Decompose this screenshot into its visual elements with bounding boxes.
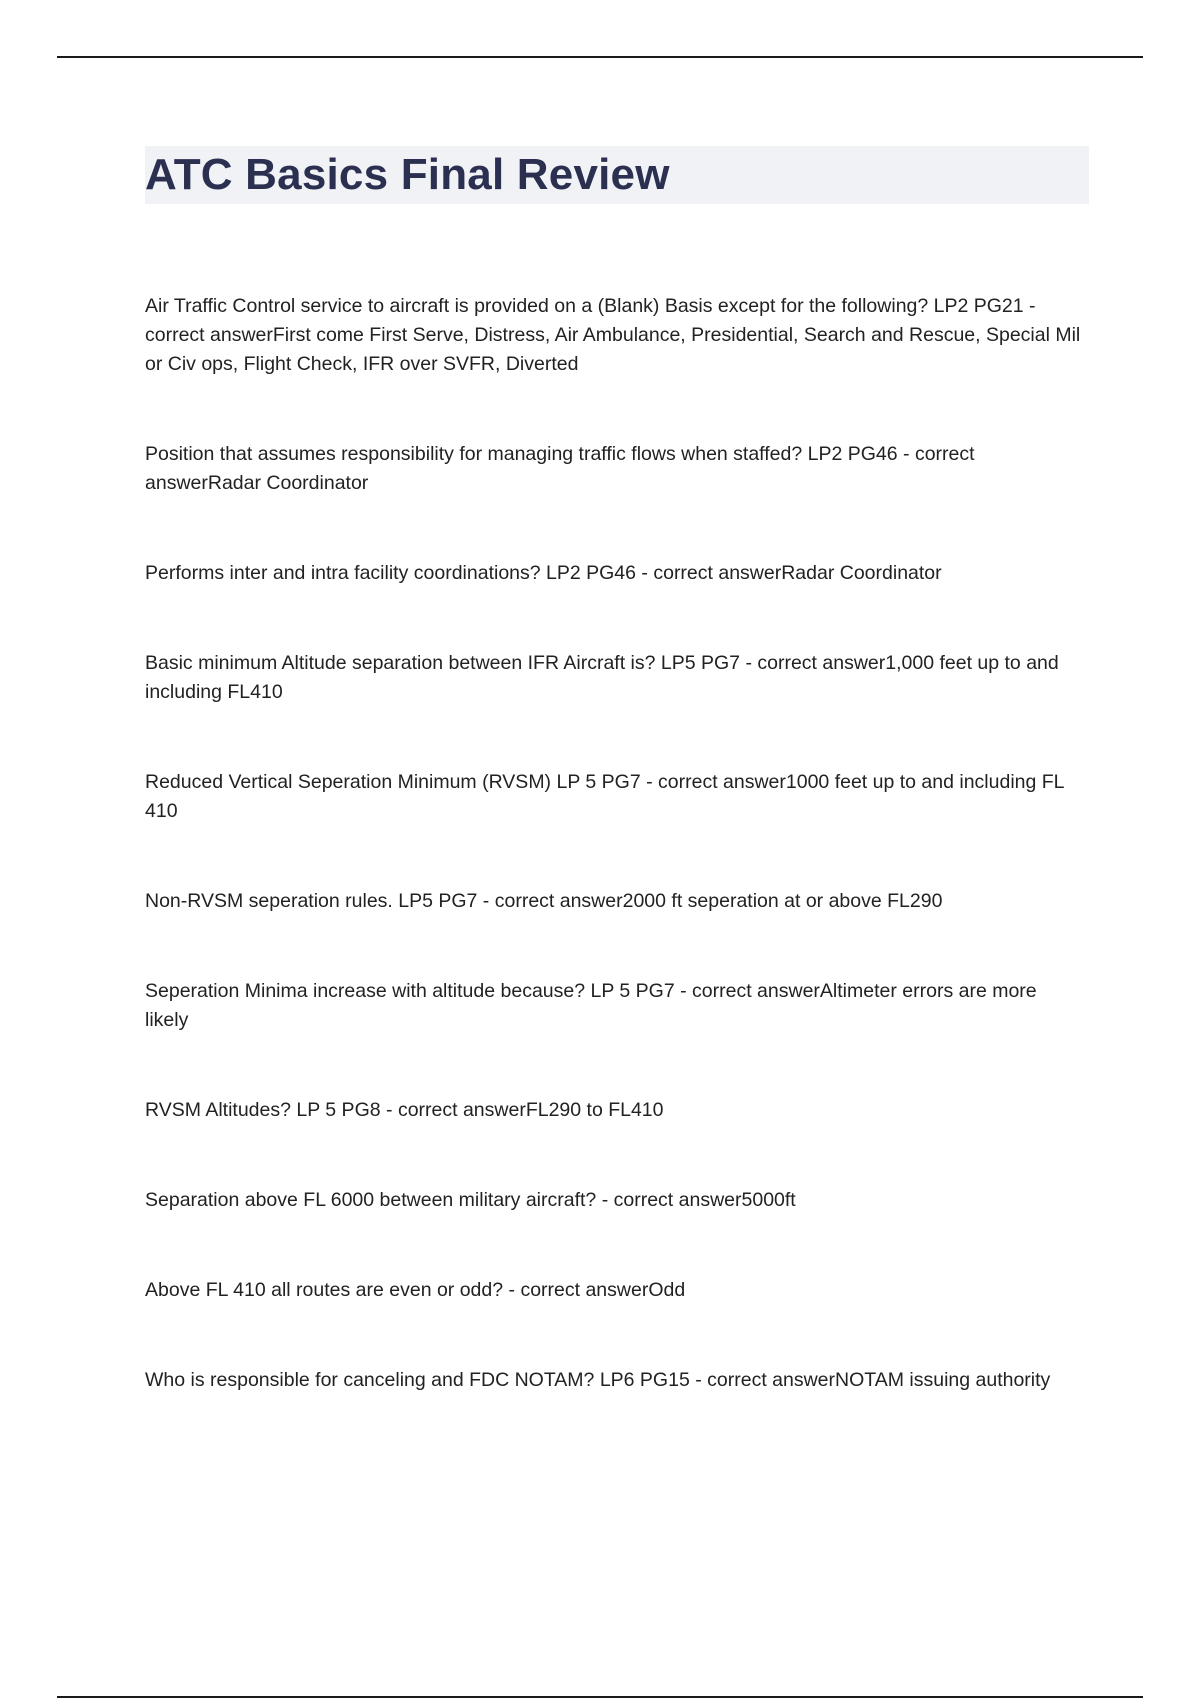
separator: - bbox=[640, 771, 659, 793]
separator: - bbox=[477, 890, 495, 912]
answer-text: FL290 to FL410 bbox=[525, 1099, 664, 1121]
question-text: Reduced Vertical Seperation Minimum (RVSM) LP 5 PG7 bbox=[145, 771, 641, 793]
qa-item bbox=[145, 1366, 1085, 1395]
qa-item bbox=[145, 1186, 1085, 1215]
answer-prefix: correct answer bbox=[707, 1369, 836, 1391]
bottom-divider bbox=[57, 1696, 1143, 1698]
qa-item bbox=[145, 1096, 1085, 1125]
qa-item bbox=[145, 440, 1085, 498]
separator: - bbox=[897, 443, 915, 465]
answer-prefix: correct answer bbox=[757, 652, 886, 674]
question-text: Basic minimum Altitude separation between IFR Aircraft is? LP5 PG7 bbox=[145, 652, 741, 674]
separator: - bbox=[1023, 295, 1036, 317]
answer-prefix: correct answer bbox=[145, 324, 273, 346]
separator: - bbox=[503, 1279, 521, 1301]
answer-text: 2000 ft seperation at or above FL290 bbox=[622, 890, 943, 912]
answer-prefix: correct answer bbox=[658, 771, 786, 793]
question-text: Who is responsible for canceling and FDC NOTAM? LP6 PG15 bbox=[145, 1369, 690, 1391]
answer-prefix: correct answer bbox=[397, 1099, 526, 1121]
qa-list bbox=[145, 292, 1085, 1456]
answer-text: Radar Coordinator bbox=[781, 562, 942, 584]
answer-text: Altimeter errors are more likely bbox=[145, 980, 1037, 1031]
question-text: Position that assumes responsibility for managing traffic flows when staffed? LP2 PG46 bbox=[145, 443, 898, 465]
answer-text: 1000 feet up to and including FL 410 bbox=[145, 771, 1064, 822]
qa-item bbox=[145, 292, 1085, 379]
qa-item bbox=[145, 1276, 1085, 1305]
answer-prefix: correct answer bbox=[520, 1279, 649, 1301]
document-title: ATC Basics Final Review bbox=[145, 150, 670, 199]
answer-prefix: correct answer bbox=[653, 562, 782, 584]
separator: - bbox=[596, 1189, 614, 1211]
qa-item bbox=[145, 559, 1085, 588]
answer-text: NOTAM issuing authority bbox=[835, 1369, 1051, 1391]
qa-item bbox=[145, 977, 1085, 1035]
question-text: RVSM Altitudes? LP 5 PG8 bbox=[145, 1099, 381, 1121]
question-text: Non-RVSM seperation rules. LP5 PG7 bbox=[145, 890, 478, 912]
answer-text: 1,000 feet up to and including FL410 bbox=[145, 652, 1059, 703]
answer-text: Odd bbox=[648, 1279, 686, 1301]
separator: - bbox=[740, 652, 758, 674]
answer-text: Radar Coordinator bbox=[207, 472, 369, 494]
answer-prefix: correct answer bbox=[692, 980, 820, 1002]
answer-text: First come First Serve, Distress, Air Ambulance, Presidential, Search and Rescue, Special Mil or Civ ops, Flight Check, IFR over SVFR, Diverted bbox=[145, 324, 1081, 375]
separator: - bbox=[636, 562, 654, 584]
question-text: Seperation Minima increase with altitude because? LP 5 PG7 bbox=[145, 980, 675, 1002]
question-text: Above FL 410 all routes are even or odd? bbox=[145, 1279, 504, 1301]
separator: - bbox=[689, 1369, 708, 1391]
separator: - bbox=[380, 1099, 398, 1121]
answer-text: 5000ft bbox=[741, 1189, 796, 1211]
answer-prefix: correct answer bbox=[145, 443, 975, 494]
answer-prefix: correct answer bbox=[494, 890, 623, 912]
question-text: Separation above FL 6000 between military aircraft? bbox=[145, 1189, 597, 1211]
top-divider bbox=[57, 56, 1143, 58]
question-text: Air Traffic Control service to aircraft is provided on a (Blank) Basis except for the following? LP2 PG21 bbox=[145, 295, 1024, 317]
qa-item bbox=[145, 768, 1085, 826]
question-text: Performs inter and intra facility coordinations? LP2 PG46 bbox=[145, 562, 636, 584]
separator: - bbox=[674, 980, 693, 1002]
qa-item bbox=[145, 649, 1085, 707]
answer-prefix: correct answer bbox=[613, 1189, 742, 1211]
qa-item bbox=[145, 887, 1085, 916]
